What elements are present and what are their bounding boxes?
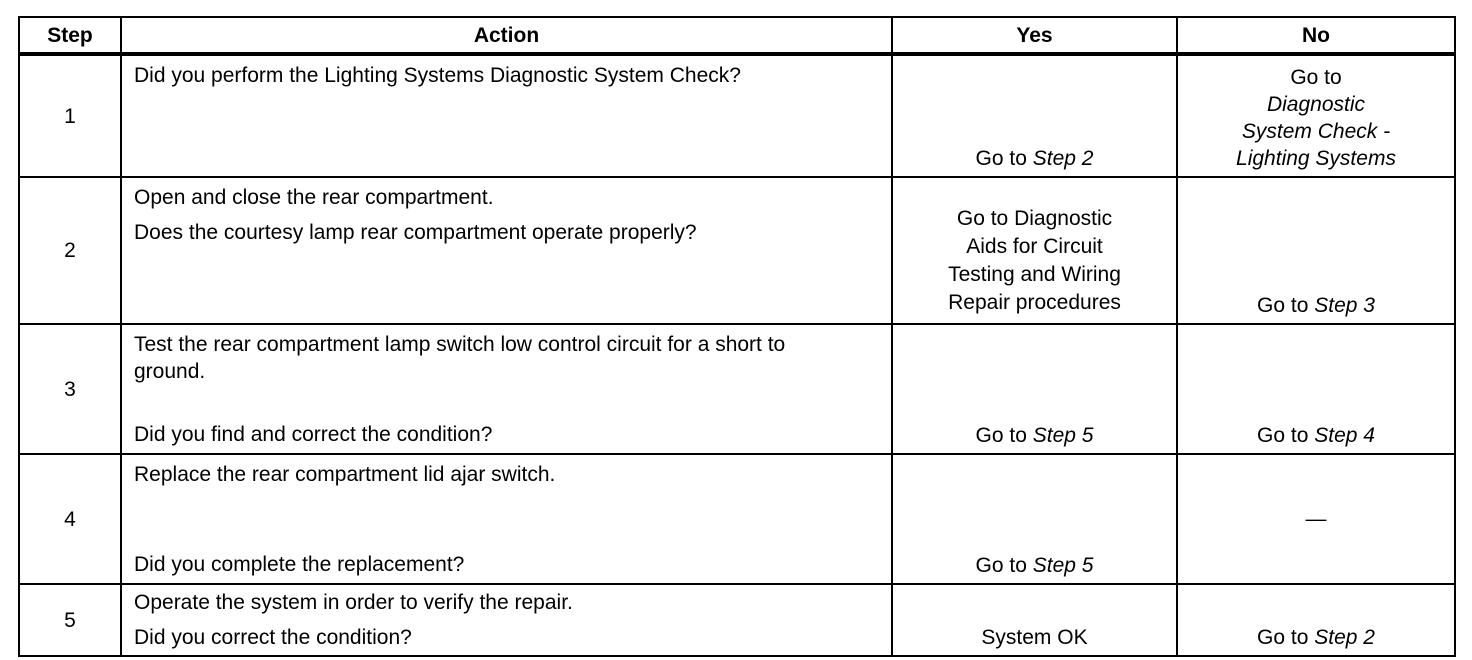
yes-goto[interactable] — [893, 552, 1176, 579]
goto-prefix: Go to — [1257, 294, 1315, 317]
table-row — [19, 324, 1455, 454]
table-row — [19, 584, 1455, 656]
action-text: Did you perform the Lighting Systems Diagnostic System Check? — [134, 64, 741, 87]
header-step: Step — [19, 17, 121, 54]
yes-cell — [892, 324, 1177, 454]
step-number: 2 — [19, 177, 121, 324]
diagnostic-link[interactable]: System Check - — [1241, 120, 1391, 143]
step-link[interactable]: Step 5 — [1032, 554, 1094, 577]
action-text: Test the rear compartment lamp switch low control circuit for a short to ground. — [134, 333, 786, 383]
no-goto[interactable] — [1178, 292, 1454, 319]
action-question: Did you find and correct the condition? — [134, 423, 493, 446]
action-cell — [121, 454, 892, 584]
header-no: No — [1177, 17, 1455, 54]
no-cell — [1177, 454, 1455, 584]
action-cell — [121, 177, 892, 324]
action-cell — [121, 54, 892, 177]
no-goto[interactable] — [1178, 422, 1454, 449]
yes-goto[interactable] — [893, 145, 1176, 172]
diagnostic-link[interactable]: Diagnostic — [1266, 93, 1366, 116]
header-yes: Yes — [892, 17, 1177, 54]
goto-prefix: Go to — [1290, 66, 1342, 89]
goto-prefix: Go to — [1257, 626, 1315, 649]
yes-goto[interactable] — [893, 205, 1176, 317]
action-question: Did you complete the replacement? — [134, 553, 465, 576]
step-number: 4 — [19, 454, 121, 584]
no-dash: — — [1305, 507, 1327, 531]
yes-system-ok[interactable]: System OK — [981, 626, 1088, 649]
yes-cell — [892, 177, 1177, 324]
no-goto[interactable] — [1178, 64, 1454, 172]
no-cell — [1177, 177, 1455, 324]
action-cell — [121, 584, 892, 656]
goto-prefix: Go to — [1257, 424, 1315, 447]
action-question: Does the courtesy lamp rear compartment operate properly? — [134, 221, 697, 244]
no-cell — [1177, 54, 1455, 177]
step-number: 3 — [19, 324, 121, 454]
yes-text-line: Go to Diagnostic — [956, 207, 1113, 230]
diagnostic-link[interactable]: Lighting Systems — [1236, 147, 1396, 170]
step-link[interactable]: Step 4 — [1314, 424, 1375, 447]
step-link[interactable]: Step 3 — [1314, 294, 1375, 317]
table-header-row — [19, 17, 1455, 54]
header-action: Action — [121, 17, 892, 54]
step-link[interactable]: Step 2 — [1032, 147, 1094, 170]
goto-prefix: Go to — [975, 424, 1033, 447]
goto-prefix: Go to — [975, 147, 1033, 170]
table-row — [19, 454, 1455, 584]
action-question: Did you correct the condition? — [134, 626, 412, 649]
no-cell — [1177, 324, 1455, 454]
step-link[interactable]: Step 2 — [1314, 626, 1375, 649]
yes-cell — [892, 584, 1177, 656]
action-cell — [121, 324, 892, 454]
table-row — [19, 177, 1455, 324]
yes-goto[interactable] — [893, 422, 1176, 449]
no-cell — [1177, 584, 1455, 656]
table-row — [19, 54, 1455, 177]
step-number: 5 — [19, 584, 121, 656]
goto-prefix: Go to — [975, 554, 1033, 577]
step-number: 1 — [19, 54, 121, 177]
action-text: Operate the system in order to verify the repair. — [134, 591, 573, 614]
no-goto[interactable] — [1178, 624, 1454, 651]
diagnostic-table — [18, 16, 1456, 657]
yes-cell — [892, 54, 1177, 177]
step-link[interactable]: Step 5 — [1032, 424, 1094, 447]
diagnostic-page — [18, 16, 1454, 649]
yes-text-line: Testing and Wiring — [948, 263, 1121, 286]
yes-cell — [892, 454, 1177, 584]
action-text: Open and close the rear compartment. — [134, 186, 494, 209]
yes-text-line: Repair procedures — [948, 291, 1121, 314]
yes-text-line: Aids for Circuit — [966, 235, 1103, 258]
action-text: Replace the rear compartment lid ajar switch. — [134, 463, 556, 486]
